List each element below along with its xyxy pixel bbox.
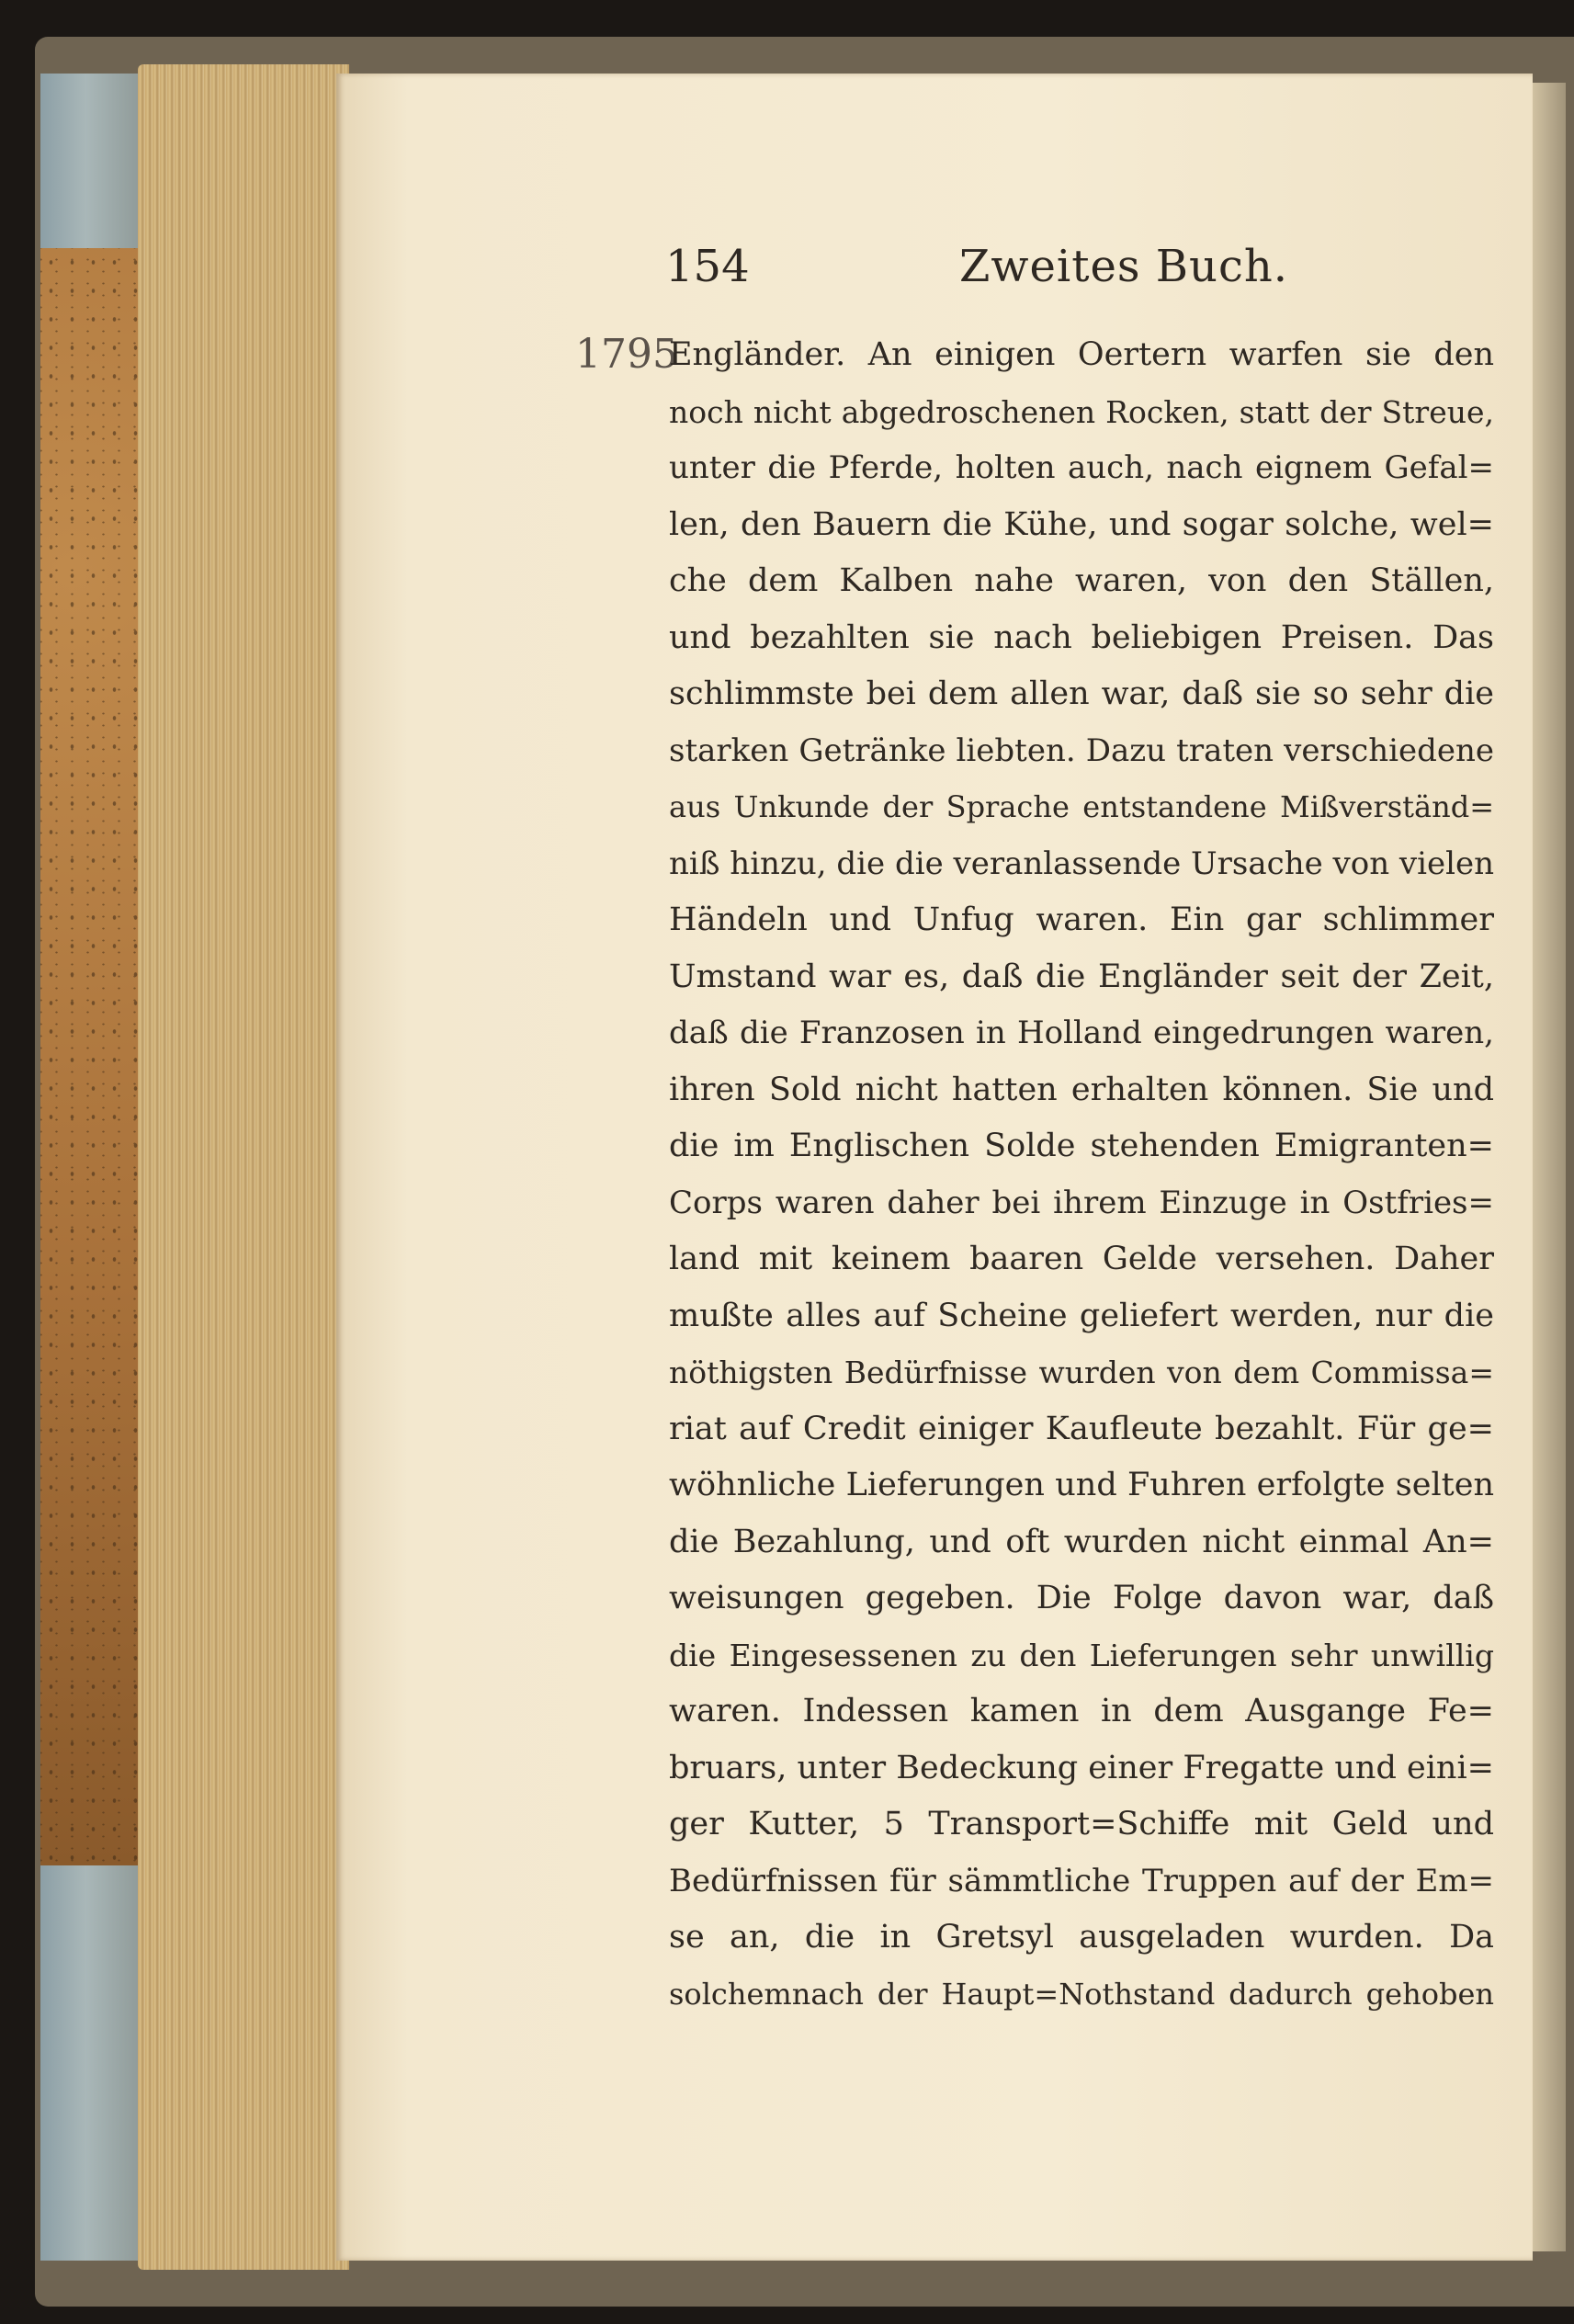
text-line: noch nicht abgedroschenen Rocken, statt der Streue, (669, 393, 1494, 430)
text-line: Umstand war es, daß die Engländer seit der Zeit, (669, 958, 1494, 995)
text-line: niß hinzu, die die veranlassende Ursache von vielen (669, 845, 1494, 882)
text-line: Bedürfnissen für sämmtliche Truppen auf der Em= (669, 1862, 1494, 1899)
text-line: starken Getränke liebten. Dazu traten verschiedene (669, 731, 1494, 769)
body-text (669, 327, 1494, 2023)
text-line: bruars, unter Bedeckung einer Fregatte und eini= (669, 1749, 1494, 1786)
text-line: schlimmste bei dem allen war, daß sie so sehr die (669, 675, 1494, 712)
text-line: unter die Pferde, holten auch, nach eignem Gefal= (669, 449, 1494, 486)
page-edge-shadow (1529, 83, 1566, 2251)
text-line: Corps waren daher bei ihrem Einzuge in Ostfries= (669, 1184, 1494, 1221)
leather-binding (40, 248, 142, 1865)
text-line: die im Englischen Solde stehenden Emigranten= (669, 1128, 1494, 1164)
page-number: 154 (665, 241, 750, 292)
text-line: Händeln und Unfug waren. Ein gar schlimmer (669, 901, 1494, 938)
text-line: solchemnach der Haupt=Nothstand dadurch gehoben (669, 1976, 1494, 2012)
text-line: Engländer. An einigen Oertern warfen sie den (669, 336, 1494, 373)
text-line: se an, die in Gretsyl ausgeladen wurden. Da (669, 1919, 1494, 1956)
text-line: weisungen gegeben. Die Folge davon war, daß (669, 1580, 1494, 1616)
text-line: wöhnliche Lieferungen und Fuhren erfolgte selten (669, 1467, 1494, 1503)
text-line: die Bezahlung, und oft wurden nicht einmal An= (669, 1523, 1494, 1560)
running-title: Zweites Buch. (959, 241, 1289, 292)
page-edges (138, 64, 349, 2270)
text-line: waren. Indessen kamen in dem Ausgange Fe= (669, 1693, 1494, 1729)
text-line: che dem Kalben nahe waren, von den Ställen, (669, 562, 1494, 599)
text-line: ihren Sold nicht hatten erhalten können. Sie und (669, 1071, 1494, 1108)
text-line: nöthigsten Bedürfnisse wurden von dem Commissa= (669, 1355, 1494, 1390)
text-line: riat auf Credit einiger Kaufleute bezahlt. Für ge= (669, 1410, 1494, 1447)
text-line: len, den Bauern die Kühe, und sogar solche, wel= (669, 505, 1494, 543)
text-line: und bezahlten sie nach beliebigen Preisen. Das (669, 618, 1494, 656)
running-head (665, 241, 1492, 305)
margin-year-note: 1795 (575, 331, 678, 378)
text-line: daß die Franzosen in Holland eingedrungen waren, (669, 1015, 1494, 1051)
text-line: land mit keinem baaren Gelde versehen. Daher (669, 1241, 1494, 1277)
text-line: mußte alles auf Scheine geliefert werden, nur die (669, 1297, 1494, 1334)
text-line: aus Unkunde der Sprache entstandene Mißverständ= (669, 789, 1494, 824)
text-line: die Eingesessenen zu den Lieferungen sehr unwillig (669, 1637, 1494, 1673)
text-line: ger Kutter, 5 Transport=Schiffe mit Geld und (669, 1806, 1494, 1842)
